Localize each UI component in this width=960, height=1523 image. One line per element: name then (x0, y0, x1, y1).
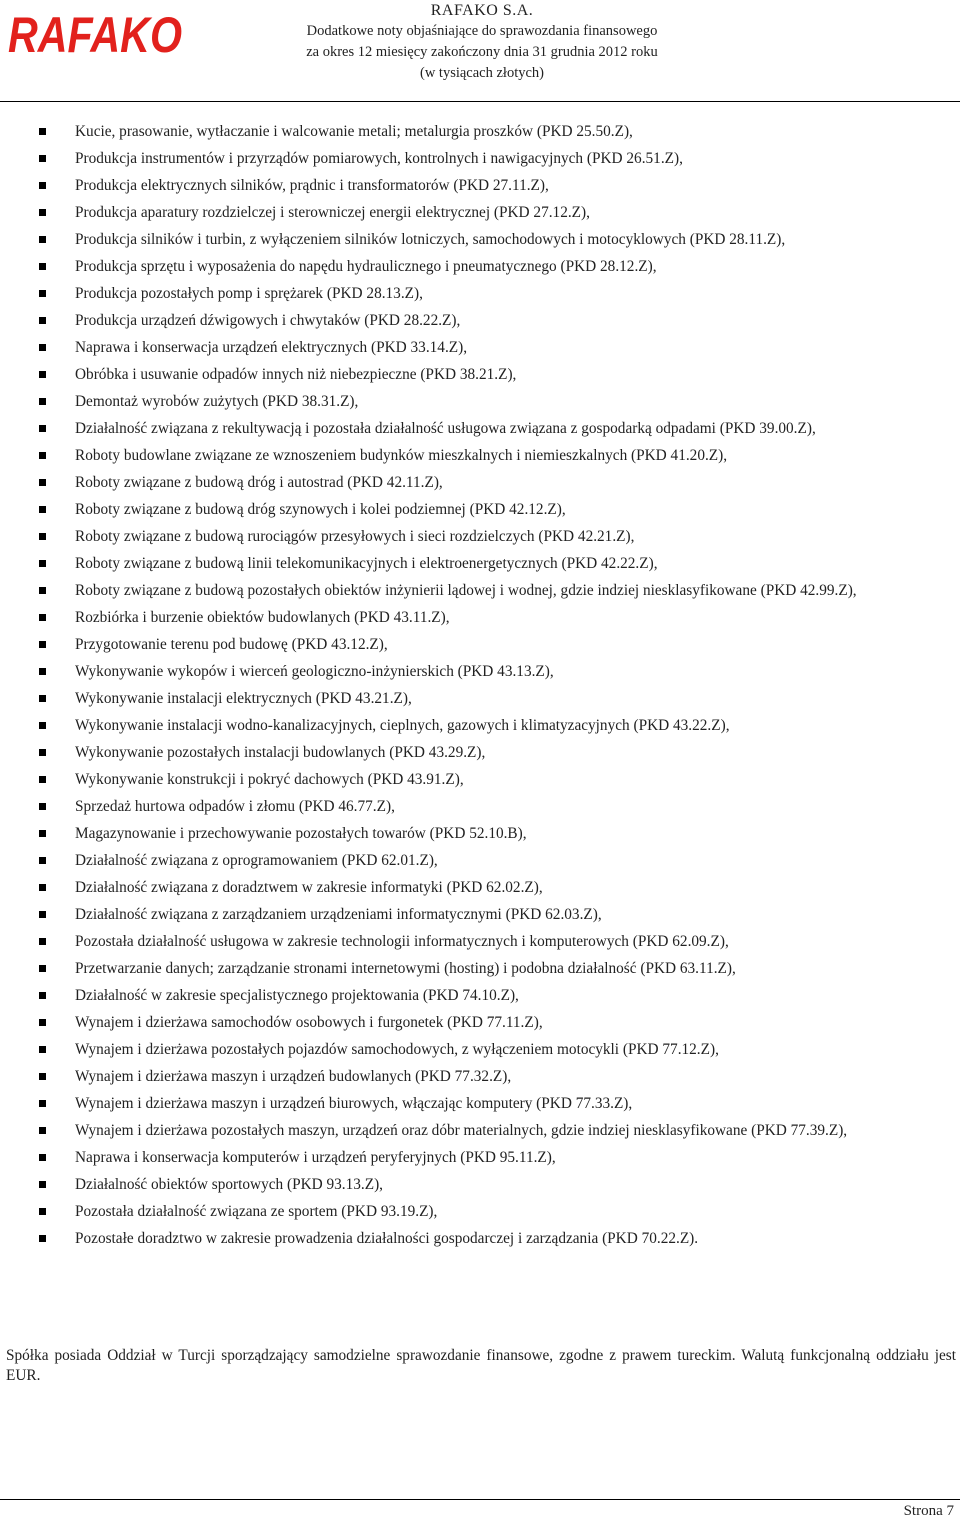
square-bullet-icon (39, 398, 46, 405)
square-bullet-icon (39, 1046, 46, 1053)
list-item (0, 284, 960, 304)
square-bullet-icon (39, 1019, 46, 1026)
list-item (0, 743, 960, 763)
square-bullet-icon (39, 290, 46, 297)
square-bullet-icon (39, 1208, 46, 1215)
list-item-text: Produkcja pozostałych pomp i sprężarek (PKD 28.13.Z), (75, 285, 423, 302)
document-header (300, 0, 664, 84)
square-bullet-icon (39, 884, 46, 891)
list-item (0, 554, 960, 574)
list-item-text: Naprawa i konserwacja urządzeń elektrycznych (PKD 33.14.Z), (75, 339, 468, 356)
list-item-text: Wynajem i dzierżawa maszyn i urządzeń budowlanych (PKD 77.32.Z), (75, 1068, 512, 1085)
square-bullet-icon (39, 425, 46, 432)
list-item (0, 662, 960, 682)
list-item (0, 230, 960, 250)
list-item (0, 635, 960, 655)
list-item (0, 176, 960, 196)
list-item-text: Roboty związane z budową rurociągów przesyłowych i sieci rozdzielczych (PKD 42.21.Z), (75, 528, 635, 545)
square-bullet-icon (39, 641, 46, 648)
header-line-1: Dodatkowe noty objaśniające do sprawozdania finansowego (306, 23, 658, 39)
list-item-text: Wykonywanie wykopów i wierceń geologiczno-inżynierskich (PKD 43.13.Z), (75, 663, 554, 680)
square-bullet-icon (39, 992, 46, 999)
square-bullet-icon (39, 938, 46, 945)
square-bullet-icon (39, 155, 46, 162)
list-item (0, 1229, 960, 1249)
list-item-text: Roboty związane z budową pozostałych obiektów inżynierii lądowej i wodnej, gdzie indziej niesklasyfikowane (PKD 42.99.Z), (75, 582, 857, 599)
list-item (0, 446, 960, 466)
list-item-text: Produkcja sprzętu i wyposażenia do napędu hydraulicznego i pneumatycznego (PKD 28.12.Z), (75, 258, 657, 275)
square-bullet-icon (39, 1154, 46, 1161)
list-item-text: Działalność w zakresie specjalistycznego projektowania (PKD 74.10.Z), (75, 987, 519, 1004)
list-item (0, 1202, 960, 1222)
list-item-text: Magazynowanie i przechowywanie pozostałych towarów (PKD 52.10.B), (75, 825, 527, 842)
list-item-text: Demontaż wyrobów zużytych (PKD 38.31.Z), (75, 393, 359, 410)
branch-note: Spółka posiada Oddział w Turcji sporządzający samodzielne sprawozdanie finansowe, zgodne z prawem tureckim. Walutą funkcjonalną oddziału jest EUR. (6, 1347, 956, 1384)
list-item-text: Rozbiórka i burzenie obiektów budowlanych (PKD 43.11.Z), (75, 609, 450, 626)
list-item-text: Wykonywanie pozostałych instalacji budowlanych (PKD 43.29.Z), (75, 744, 486, 761)
square-bullet-icon (39, 776, 46, 783)
square-bullet-icon (39, 830, 46, 837)
square-bullet-icon (39, 371, 46, 378)
square-bullet-icon (39, 668, 46, 675)
list-item (0, 1040, 960, 1060)
square-bullet-icon (39, 182, 46, 189)
list-item-text: Wynajem i dzierżawa pozostałych maszyn, urządzeń oraz dóbr materialnych, gdzie indziej niesklasyfikowane (PKD 77.39.Z), (75, 1122, 848, 1139)
list-item (0, 473, 960, 493)
square-bullet-icon (39, 344, 46, 351)
square-bullet-icon (39, 236, 46, 243)
list-item-text: Roboty budowlane związane ze wznoszeniem budynków mieszkalnych i niemieszkalnych (PKD 41.20.Z), (75, 447, 728, 464)
list-item (0, 203, 960, 223)
list-item (0, 1121, 960, 1141)
list-item-text: Produkcja aparatury rozdzielczej i sterowniczej energii elektrycznej (PKD 27.12.Z), (75, 204, 590, 221)
list-item-text: Wykonywanie instalacji wodno-kanalizacyjnych, cieplnych, gazowych i klimatyzacyjnych (PKD 43.22.Z), (75, 717, 730, 734)
square-bullet-icon (39, 1235, 46, 1242)
square-bullet-icon (39, 803, 46, 810)
company-name: RAFAKO S.A. (430, 2, 534, 19)
header-line-3: (w tysiącach złotych) (419, 65, 544, 81)
square-bullet-icon (39, 317, 46, 324)
logo-text: RAFAKO (8, 7, 183, 63)
square-bullet-icon (39, 722, 46, 729)
activity-list (0, 122, 960, 1256)
list-item (0, 797, 960, 817)
square-bullet-icon (39, 263, 46, 270)
list-item-text: Przygotowanie terenu pod budowę (PKD 43.12.Z), (75, 636, 388, 653)
list-item-text: Wykonywanie konstrukcji i pokryć dachowych (PKD 43.91.Z), (75, 771, 464, 788)
list-item-text: Działalność związana z rekultywacją i pozostała działalność usługowa związana z gospodarką odpadami (PKD 39.00.Z), (75, 420, 816, 437)
list-item-text: Działalność obiektów sportowych (PKD 93.13.Z), (75, 1176, 384, 1193)
square-bullet-icon (39, 911, 46, 918)
list-item (0, 338, 960, 358)
list-item-text: Kucie, prasowanie, wytłaczanie i walcowanie metali; metalurgia proszków (PKD 25.50.Z), (75, 123, 633, 140)
list-item (0, 122, 960, 142)
square-bullet-icon (39, 452, 46, 459)
list-item-text: Produkcja urządzeń dźwigowych i chwytaków (PKD 28.22.Z), (75, 312, 461, 329)
list-item (0, 365, 960, 385)
list-item-text: Roboty związane z budową dróg i autostrad (PKD 42.11.Z), (75, 474, 443, 491)
list-item (0, 1094, 960, 1114)
list-item (0, 1175, 960, 1195)
list-item (0, 716, 960, 736)
square-bullet-icon (39, 614, 46, 621)
square-bullet-icon (39, 479, 46, 486)
square-bullet-icon (39, 1181, 46, 1188)
list-item (0, 311, 960, 331)
list-item (0, 149, 960, 169)
list-item (0, 824, 960, 844)
list-item (0, 1013, 960, 1033)
list-item-text: Roboty związane z budową dróg szynowych i kolei podziemnej (PKD 42.12.Z), (75, 501, 566, 518)
list-item-text: Wynajem i dzierżawa maszyn i urządzeń biurowych, włączając komputery (PKD 77.33.Z), (75, 1095, 633, 1112)
list-item (0, 1148, 960, 1168)
list-item-text: Działalność związana z oprogramowaniem (PKD 62.01.Z), (75, 852, 438, 869)
rafako-logo (8, 7, 184, 63)
square-bullet-icon (39, 506, 46, 513)
list-item-text: Działalność związana z zarządzaniem urządzeniami informatycznymi (PKD 62.03.Z), (75, 906, 602, 923)
list-item-text: Obróbka i usuwanie odpadów innych niż niebezpieczne (PKD 38.21.Z), (75, 366, 517, 383)
square-bullet-icon (39, 1073, 46, 1080)
list-item (0, 608, 960, 628)
header-line-2: za okres 12 miesięcy zakończony dnia 31 grudnia 2012 roku (306, 44, 658, 60)
list-item-text: Naprawa i konserwacja komputerów i urządzeń peryferyjnych (PKD 95.11.Z), (75, 1149, 556, 1166)
list-item-text: Roboty związane z budową linii telekomunikacyjnych i elektroenergetycznych (PKD 42.22.Z), (75, 555, 658, 572)
list-item-text: Działalność związana z doradztwem w zakresie informatyki (PKD 62.02.Z), (75, 879, 543, 896)
list-item (0, 419, 960, 439)
page-number: Strona 7 (903, 1503, 954, 1519)
square-bullet-icon (39, 209, 46, 216)
square-bullet-icon (39, 1100, 46, 1107)
square-bullet-icon (39, 749, 46, 756)
list-item (0, 581, 960, 601)
square-bullet-icon (39, 965, 46, 972)
square-bullet-icon (39, 1127, 46, 1134)
list-item (0, 257, 960, 277)
list-item-text: Produkcja instrumentów i przyrządów pomiarowych, kontrolnych i nawigacyjnych (PKD 26.51.Z), (75, 150, 683, 167)
list-item (0, 959, 960, 979)
footer-divider (0, 1499, 960, 1500)
square-bullet-icon (39, 128, 46, 135)
list-item-text: Produkcja silników i turbin, z wyłączeniem silników lotniczych, samochodowych i motocyklowych (PKD 28.11.Z), (75, 231, 786, 248)
list-item (0, 905, 960, 925)
list-item (0, 932, 960, 952)
list-item-text: Pozostała działalność usługowa w zakresie technologii informatycznych i komputerowych (PKD 62.09.Z), (75, 933, 729, 950)
list-item-text: Wynajem i dzierżawa pozostałych pojazdów samochodowych, z wyłączeniem motocykli (PKD 77.12.Z), (75, 1041, 719, 1058)
header-divider (0, 101, 960, 102)
list-item-text: Pozostałe doradztwo w zakresie prowadzenia działalności gospodarczej i zarządzania (PKD 70.22.Z). (75, 1230, 699, 1247)
list-item-text: Sprzedaż hurtowa odpadów i złomu (PKD 46.77.Z), (75, 798, 395, 815)
list-item-text: Wynajem i dzierżawa samochodów osobowych i furgonetek (PKD 77.11.Z), (75, 1014, 543, 1031)
list-item-text: Pozostała działalność związana ze sportem (PKD 93.19.Z), (75, 1203, 438, 1220)
square-bullet-icon (39, 857, 46, 864)
list-item (0, 500, 960, 520)
list-item (0, 851, 960, 871)
list-item (0, 392, 960, 412)
list-item (0, 527, 960, 547)
square-bullet-icon (39, 560, 46, 567)
list-item-text: Przetwarzanie danych; zarządzanie stronami internetowymi (hosting) i podobna działalność (PKD 63.11.Z), (75, 960, 736, 977)
list-item (0, 1067, 960, 1087)
list-item (0, 986, 960, 1006)
square-bullet-icon (39, 533, 46, 540)
list-item-text: Produkcja elektrycznych silników, prądnic i transformatorów (PKD 27.11.Z), (75, 177, 549, 194)
square-bullet-icon (39, 587, 46, 594)
list-item (0, 878, 960, 898)
square-bullet-icon (39, 695, 46, 702)
list-item (0, 770, 960, 790)
list-item (0, 689, 960, 709)
list-item-text: Wykonywanie instalacji elektrycznych (PKD 43.21.Z), (75, 690, 412, 707)
